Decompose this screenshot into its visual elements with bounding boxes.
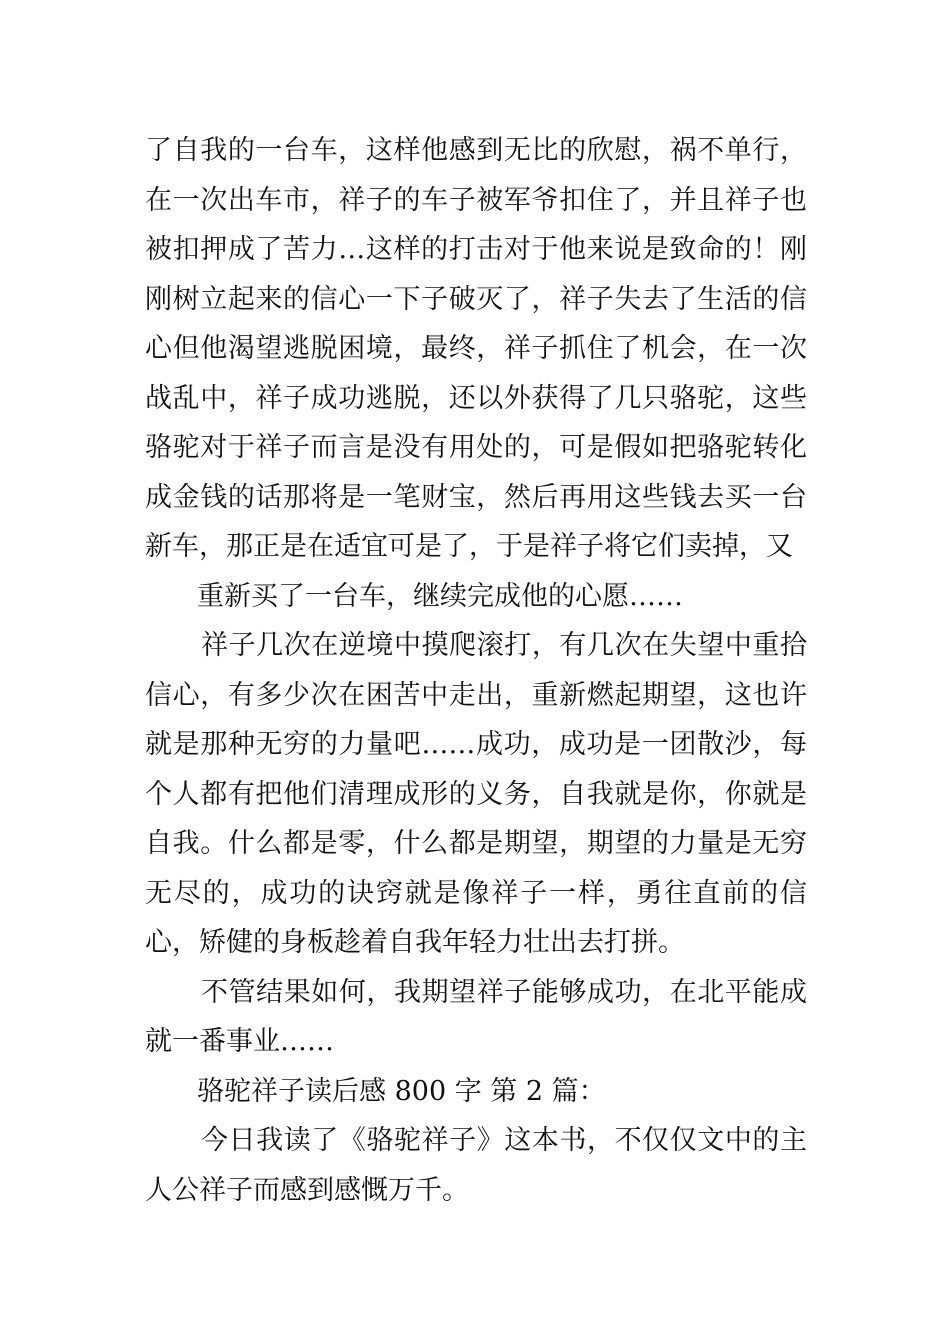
- paragraph-new-cart: 重新买了一台车，继续完成他的心愿……: [197, 580, 683, 612]
- section-heading: 骆驼祥子读后感 800 字 第 2 篇：: [197, 1075, 606, 1107]
- paragraph-story-continuation: 了自我的一台车，这样他感到无比的欣慰，祸不单行，在一次出车市，祥子的车子被军爷扣住了，并且祥子也被扣押成了苦力…这样的打击对于他来说是致命的！刚刚树立起来的信心一下子破灭了，祥子失去了生活的信心但他渴望逃脱困境，最终，祥子抓住了机会，在一次战乱中，祥子成功逃脱，还以外获得了几只骆驼，这些骆驼对于祥子而言是没有用处的，可是假如把骆驼转化成金钱的话那将是一笔财宝，然后再用这些钱去买一台新车，那正是在适宜可是了，于是祥子将它们卖掉，又: [145, 135, 807, 562]
- document-page: [145, 126, 807, 1215]
- paragraph-reflection: 祥子几次在逆境中摸爬滚打，有几次在失望中重拾信心，有多少次在困苦中走出，重新燃起期望，这也许就是那种无穷的力量吧……成功，成功是一团散沙，每个人都有把他们清理成形的义务，自我就是你，你就是自我。什么都是零，什么都是期望，期望的力量是无穷无尽的，成功的诀窍就是像祥子一样，勇往直前的信心，矫健的身板趁着自我年轻力壮出去打拼。: [145, 630, 807, 958]
- paragraph-hope: 不管结果如何，我期望祥子能够成功，在北平能成就一番事业……: [145, 976, 807, 1057]
- paragraph-intro-second-essay: 今日我读了《骆驼祥子》这本书，不仅仅文中的主人公祥子而感到感慨万千。: [145, 1125, 807, 1206]
